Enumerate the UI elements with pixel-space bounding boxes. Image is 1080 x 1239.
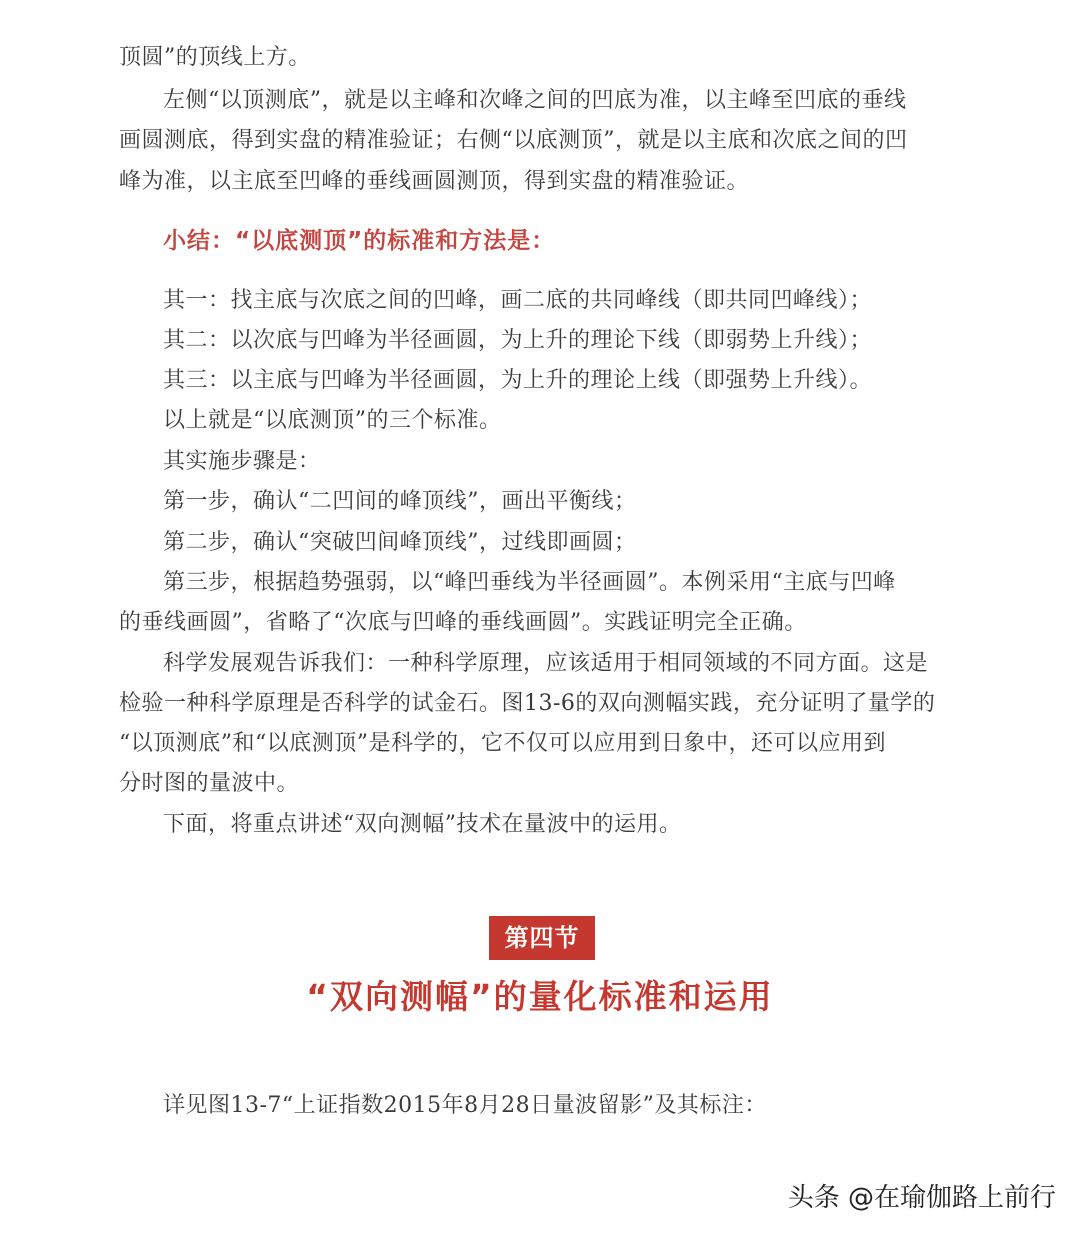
paragraph-line: 左侧“以顶测底”，就是以主峰和次峰之间的凹底为准，以主峰至凹底的垂线 [163,88,907,113]
section-title: “双向测幅”的量化标准和运用 [306,977,774,1016]
section-badge: 第四节 [489,916,595,960]
paragraph-line: 峰为准，以主底至凹峰的垂线画圆测顶，得到实盘的精准验证。 [119,169,750,194]
criteria-item: 其一：找主底与次底之间的凹峰，画二底的共同峰线（即共同凹峰线）； [163,288,873,313]
paragraph-line: 分时图的量波中。 [119,771,300,796]
step-item: 第三步，根据趋势强弱，以“峰凹垂线为半径画圆”。本例采用“主底与凹峰 [163,570,896,595]
paragraph-line: 科学发展观告诉我们：一种科学原理，应该适用于相同领域的不同方面。这是 [163,651,929,676]
figure-reference-line: 详见图13-7“上证指数2015年8月28日量波留影”及其标注： [163,1093,767,1118]
paragraph-line: 画圆测底，得到实盘的精准验证；右侧“以底测顶”，就是以主底和次底之间的凹 [119,128,908,153]
summary-heading: 小结：“以底测顶”的标准和方法是： [163,228,556,254]
paragraph-line: 检验一种科学原理是否科学的试金石。图13-6的双向测幅实践，充分证明了量学的 [119,691,936,716]
criteria-summary: 以上就是“以底测顶”的三个标准。 [163,408,502,433]
criteria-item: 其二：以次底与凹峰为半径画圆，为上升的理论下线（即弱势上升线）； [163,328,873,353]
step-item: 第一步，确认“二凹间的峰顶线”，画出平衡线； [163,489,637,514]
paragraph-line: “以顶测底”和“以底测顶”是科学的，它不仅可以应用到日象中，还可以应用到 [119,731,886,756]
paragraph-line: 下面，将重点讲述“双向测幅”技术在量波中的运用。 [163,812,682,837]
step-item: 第二步，确认“突破凹间峰顶线”，过线即画圆； [163,530,637,555]
paragraph-line: 顶圆”的顶线上方。 [119,45,311,70]
watermark: 头条 @在瑜伽路上前行 [787,1183,1056,1213]
step-item-continuation: 的垂线画圆”，省略了“次底与凹峰的垂线画圆”。实践证明完全正确。 [119,610,807,635]
steps-intro: 其实施步骤是： [163,449,321,474]
criteria-item: 其三：以主底与凹峰为半径画圆，为上升的理论上线（即强势上升线）。 [163,368,873,393]
